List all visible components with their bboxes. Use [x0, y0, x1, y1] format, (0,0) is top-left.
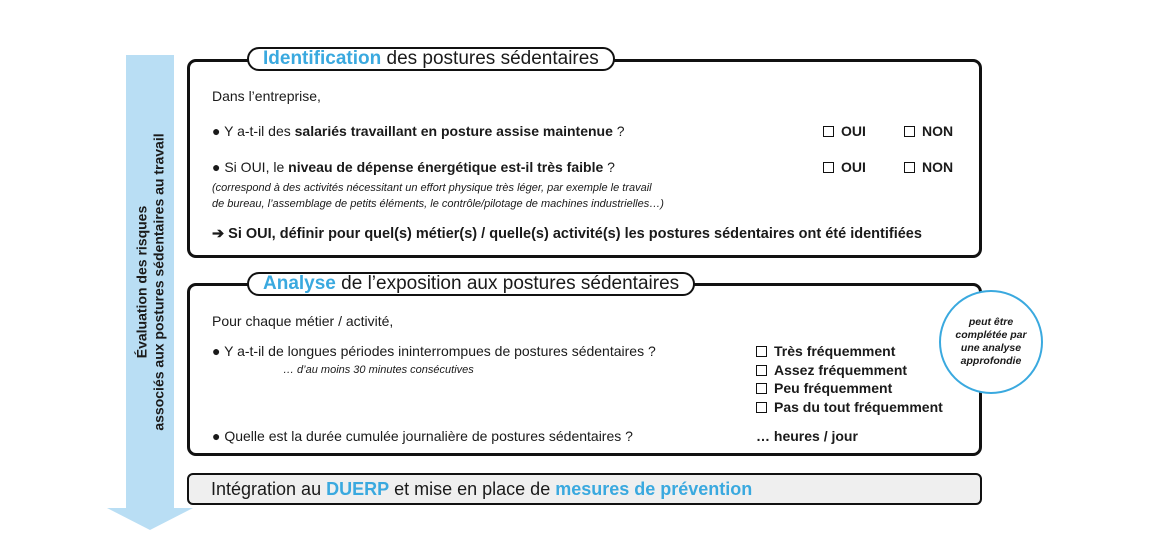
checkbox-pas-du-tout-frequemment[interactable]	[756, 402, 767, 413]
q2-yes-label: OUI	[841, 159, 866, 175]
question-seated-employees	[212, 123, 625, 139]
analysis-title-accent: Analyse	[263, 273, 336, 294]
bar-accent-prevention: mesures de prévention	[555, 479, 753, 499]
daily-duration-answer[interactable]: … heures / jour	[756, 428, 858, 444]
question-daily-duration: ● Quelle est la durée cumulée journalière de postures sédentaires ?	[212, 428, 633, 444]
label-pas-du-tout-frequemment: Pas du tout fréquemment	[774, 399, 943, 415]
q2-no-checkbox[interactable]	[904, 162, 915, 173]
analysis-title	[247, 272, 695, 296]
q1-no-label: NON	[922, 123, 954, 139]
bar-text-2: et mise en place de	[389, 479, 556, 499]
further-analysis-badge	[939, 290, 1043, 394]
badge-line4: approfondie	[960, 355, 1022, 367]
q2-note-line2: de bureau, l’assemblage de petits éléments, le contrôle/pilotage de machines industrielles…)	[212, 198, 664, 210]
identification-title	[247, 47, 615, 71]
q2-no-option[interactable]	[904, 159, 953, 175]
analysis-title-rest: de l’exposition aux postures sédentaires	[335, 273, 680, 294]
bar-text-1: Intégration au	[211, 479, 327, 499]
q2-yes-option[interactable]	[823, 159, 866, 175]
option-tres-frequemment[interactable]	[756, 343, 895, 359]
arrow-label	[134, 72, 167, 492]
q2-no-label: NON	[922, 159, 954, 175]
q1-bold: salariés travaillant en posture assise maintenue	[294, 123, 613, 139]
q1-no-checkbox[interactable]	[904, 126, 915, 137]
label-peu-frequemment: Peu fréquemment	[774, 380, 893, 396]
arrow-label-line1: Évaluation des risques	[133, 205, 150, 359]
q1-yes-label: OUI	[841, 123, 866, 139]
identification-conclusion: ➔ Si OUI, définir pour quel(s) métier(s) / quelle(s) activité(s) les postures sédentaires ont été identifiées	[212, 226, 922, 242]
q2-note-line1: (correspond à des activités nécessitant un effort physique très léger, par exemple le travail	[212, 182, 652, 194]
q2-yes-checkbox[interactable]	[823, 162, 834, 173]
bar-accent-duerp: DUERP	[326, 479, 390, 499]
q1-no-option[interactable]	[904, 123, 953, 139]
checkbox-assez-frequemment[interactable]	[756, 365, 767, 376]
identification-intro: Dans l’entreprise,	[212, 88, 321, 104]
process-arrow-head	[107, 508, 193, 530]
identification-title-rest: des postures sédentaires	[381, 48, 599, 69]
analysis-intro: Pour chaque métier / activité,	[212, 313, 394, 329]
q2-prefix: ● Si OUI, le	[212, 159, 289, 175]
q1-suffix: ?	[612, 123, 625, 139]
label-assez-frequemment: Assez fréquemment	[774, 362, 908, 378]
q2-suffix: ?	[603, 159, 615, 175]
checkbox-tres-frequemment[interactable]	[756, 346, 767, 357]
option-pas-du-tout-frequemment[interactable]	[756, 399, 943, 415]
badge-line2: complétée par	[955, 329, 1027, 341]
badge-line3: une analyse	[960, 342, 1022, 354]
q1-prefix: ● Y a-t-il des	[212, 123, 295, 139]
question-energy-expenditure	[212, 159, 615, 175]
badge-line1: peut être	[968, 316, 1014, 328]
label-tres-frequemment: Très fréquemment	[774, 343, 896, 359]
option-assez-frequemment[interactable]	[756, 362, 907, 378]
duerp-integration-bar	[187, 473, 982, 505]
checkbox-peu-frequemment[interactable]	[756, 383, 767, 394]
q1-yes-option[interactable]	[823, 123, 866, 139]
q1-yes-checkbox[interactable]	[823, 126, 834, 137]
long-periods-note: … d’au moins 30 minutes consécutives	[283, 364, 474, 376]
q2-bold: niveau de dépense énergétique est-il très faible	[288, 159, 604, 175]
identification-title-accent: Identification	[263, 48, 382, 69]
arrow-label-line2: associés aux postures sédentaires au travail	[150, 133, 166, 431]
question-long-periods: ● Y a-t-il de longues périodes ininterrompues de postures sédentaires ?	[212, 343, 656, 359]
option-peu-frequemment[interactable]	[756, 380, 892, 396]
